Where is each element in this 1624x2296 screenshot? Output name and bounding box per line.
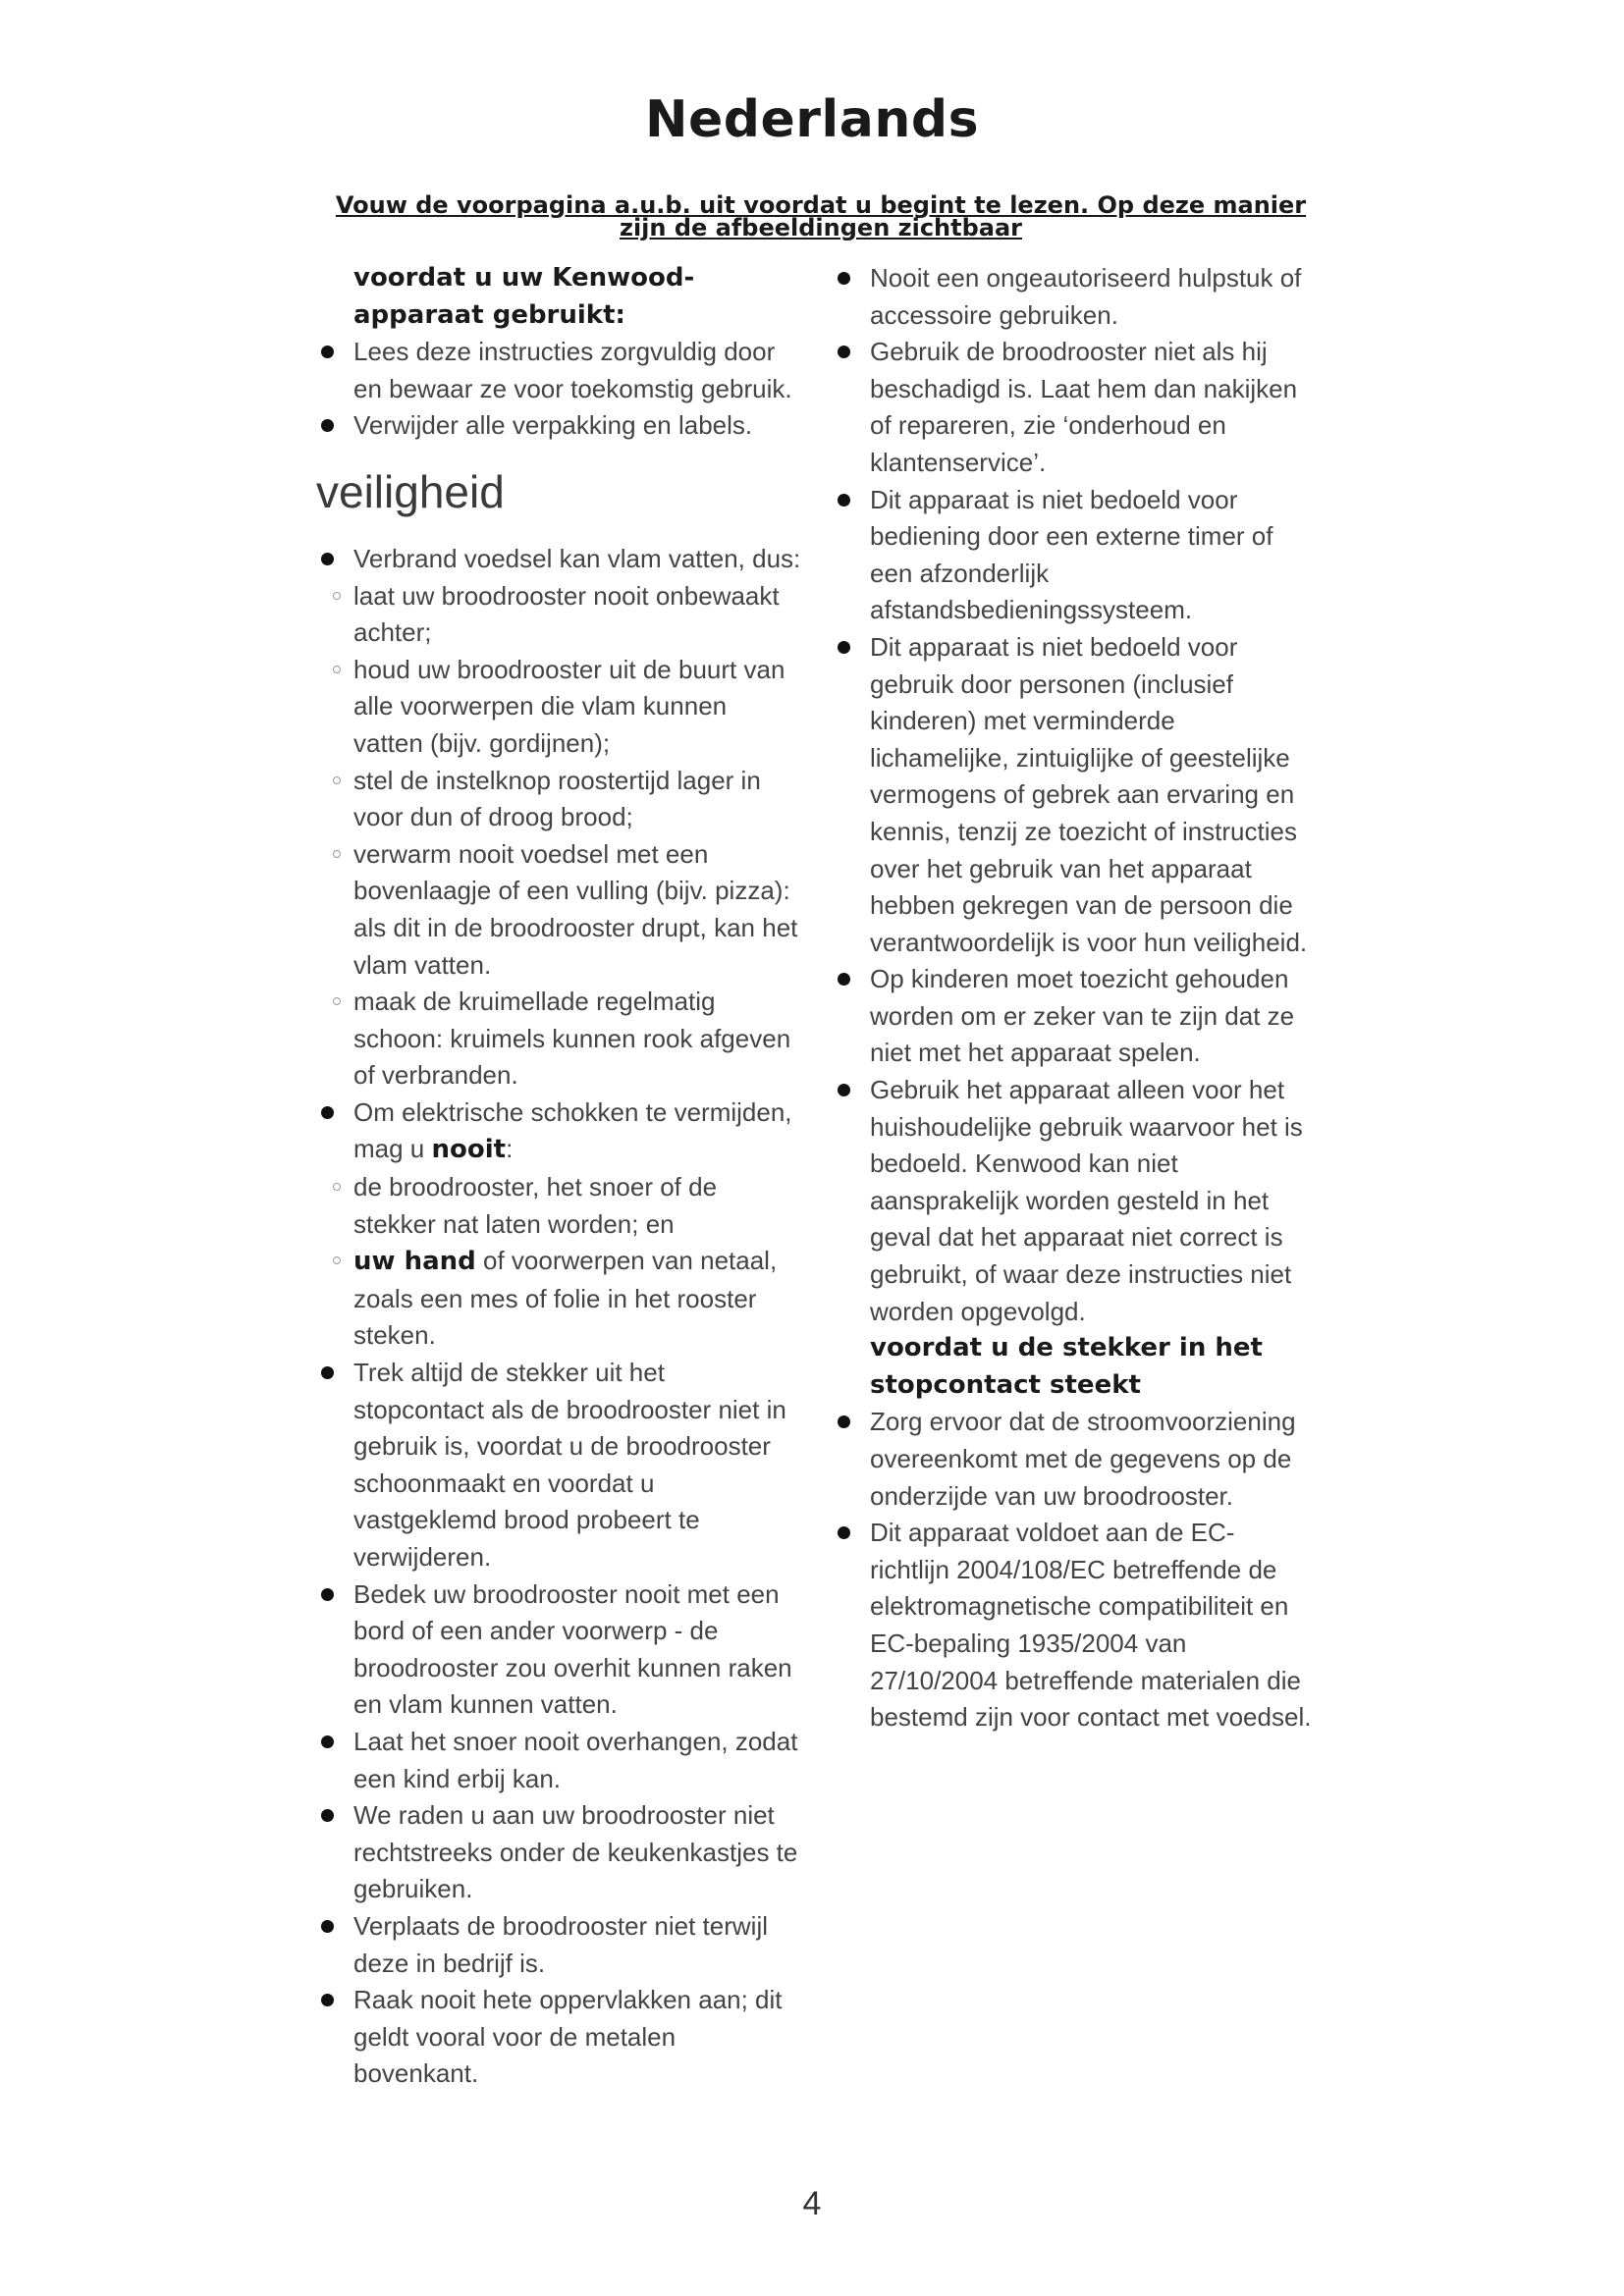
bullet-icon <box>838 1526 850 1539</box>
bullet-icon <box>321 553 334 565</box>
list-item: Op kinderen moet toezicht gehouden worden om er zeker van te zijn dat ze niet met het apparaat spelen. <box>833 961 1314 1072</box>
sub-list-item: uw hand of voorwerpen van netaal, zoals een mes of folie in het rooster steken. <box>316 1243 802 1355</box>
right-column <box>833 260 1314 1736</box>
bullet-icon <box>321 419 334 432</box>
list-item: We raden u aan uw broodrooster niet rechtstreeks onder de keukenkastjes te gebruiken. <box>316 1797 802 1908</box>
left-column <box>316 260 802 2093</box>
bullet-icon <box>321 346 334 358</box>
bullet-icon <box>321 1366 334 1379</box>
list-item: Verplaats de broodrooster niet terwijl deze in bedrijf is. <box>316 1908 802 1982</box>
page-number: 4 <box>802 2185 822 2222</box>
list-item: Nooit een ongeautoriseerd hulpstuk of accessoire gebruiken. <box>833 260 1314 334</box>
list-item: Verwijder alle verpakking en labels. <box>316 407 802 445</box>
sub-list-item: verwarm nooit voedsel met een bovenlaagje of een vulling (bijv. pizza): als dit in de broodrooster drupt, kan het vlam vatten. <box>316 836 802 984</box>
sub-bullet-icon <box>333 1256 341 1264</box>
bullet-icon <box>838 1415 850 1428</box>
bullet-icon <box>321 1809 334 1822</box>
list-item: Zorg ervoor dat de stroomvoorziening overeenkomt met de gegevens op de onderzijde van uw broodrooster. <box>833 1404 1314 1515</box>
bullet-icon <box>321 1588 334 1601</box>
sub-bullet-icon <box>333 1183 341 1191</box>
list-item: Dit apparaat is niet bedoeld voor bediening door een externe timer of een afzonderlijk afstandsbedieningssysteem. <box>833 482 1314 629</box>
bullet-icon <box>838 1084 850 1096</box>
bullet-icon <box>321 1994 334 2006</box>
sub-list-item: houd uw broodrooster uit de buurt van alle voorwerpen die vlam kunnen vatten (bijv. gordijnen); <box>316 652 802 763</box>
bullet-icon <box>321 1735 334 1748</box>
sub-list-item: de broodrooster, het snoer of de stekker nat laten worden; en <box>316 1169 802 1243</box>
section-heading-safety: veiligheid <box>316 465 505 517</box>
list-item: Laat het snoer nooit overhangen, zodat een kind erbij kan. <box>316 1724 802 1797</box>
bullet-icon <box>838 272 850 285</box>
sub-list-item: maak de kruimellade regelmatig schoon: kruimels kunnen rook afgeven of verbranden. <box>316 984 802 1095</box>
subhead-before-use: voordat u uw Kenwood-apparaat gebruikt: <box>353 263 695 330</box>
sub-bullet-icon <box>333 776 341 784</box>
list-item: Verbrand voedsel kan vlam vatten, dus: <box>316 541 802 578</box>
bullet-icon <box>838 973 850 986</box>
sub-bullet-icon <box>333 850 341 858</box>
list-item: Dit apparaat voldoet aan de EC-richtlijn 2004/108/EC betreffende de elektromagnetische compatibiliteit en EC-bepaling 1935/2004 van 27/10/2004 betreffende materialen die bestemd zijn voor contact met voedsel. <box>833 1515 1314 1736</box>
list-item: Gebruik het apparaat alleen voor het huishoudelijke gebruik waarvoor het is bedoeld. Kenwood kan niet aansprakelijk worden gesteld in het geval dat het apparaat niet correct is gebruikt, of waar deze instructies niet worden opgevolgd. <box>833 1072 1314 1330</box>
list-item: Bedek uw broodrooster nooit met een bord of een ander voorwerp - de broodrooster zou overhit kunnen raken en vlam kunnen vatten. <box>316 1576 802 1724</box>
sub-bullet-icon <box>333 997 341 1005</box>
sub-bullet-icon <box>333 666 341 673</box>
bullet-icon <box>321 1920 334 1933</box>
subhead-before-plug: voordat u de stekker in het stopcontact steekt <box>870 1333 1263 1400</box>
bullet-icon <box>838 641 850 654</box>
list-item: Lees deze instructies zorgvuldig door en bewaar ze voor toekomstig gebruik. <box>316 334 802 407</box>
list-item: Raak nooit hete oppervlakken aan; dit geldt vooral voor de metalen bovenkant. <box>316 1982 802 2093</box>
bullet-icon <box>838 494 850 507</box>
fold-out-note: Vouw de voorpagina a.u.b. uit voordat u begint te lezen. Op deze manier zijn de afbeeldingen zichtbaar <box>335 191 1307 241</box>
bullet-icon <box>838 346 850 358</box>
list-item: Trek altijd de stekker uit het stopcontact als de broodrooster niet in gebruik is, voordat u de broodrooster schoonmaakt en voordat u vastgeklemd brood probeert te verwijderen. <box>316 1355 802 1576</box>
sub-list-item: laat uw broodrooster nooit onbewaakt achter; <box>316 578 802 652</box>
sub-bullet-icon <box>333 592 341 600</box>
bullet-icon <box>321 1106 334 1119</box>
list-item: Gebruik de broodrooster niet als hij beschadigd is. Laat hem dan nakijken of repareren, zie ‘onderhoud en klantenservice’. <box>833 334 1314 481</box>
sub-list-item: stel de instelknop roostertijd lager in voor dun of droog brood; <box>316 763 802 836</box>
page-title: Nederlands <box>644 90 980 149</box>
list-item: Om elektrische schokken te vermijden, mag u nooit: <box>316 1095 802 1169</box>
list-item: Dit apparaat is niet bedoeld voor gebruik door personen (inclusief kinderen) met verminderde lichamelijke, zintuiglijke of geestelijke vermogens of gebrek aan ervaring en kennis, tenzij ze toezicht of instructies over het gebruik van het apparaat hebben gekregen van de persoon die verantwoordelijk is voor hun veiligheid. <box>833 629 1314 961</box>
